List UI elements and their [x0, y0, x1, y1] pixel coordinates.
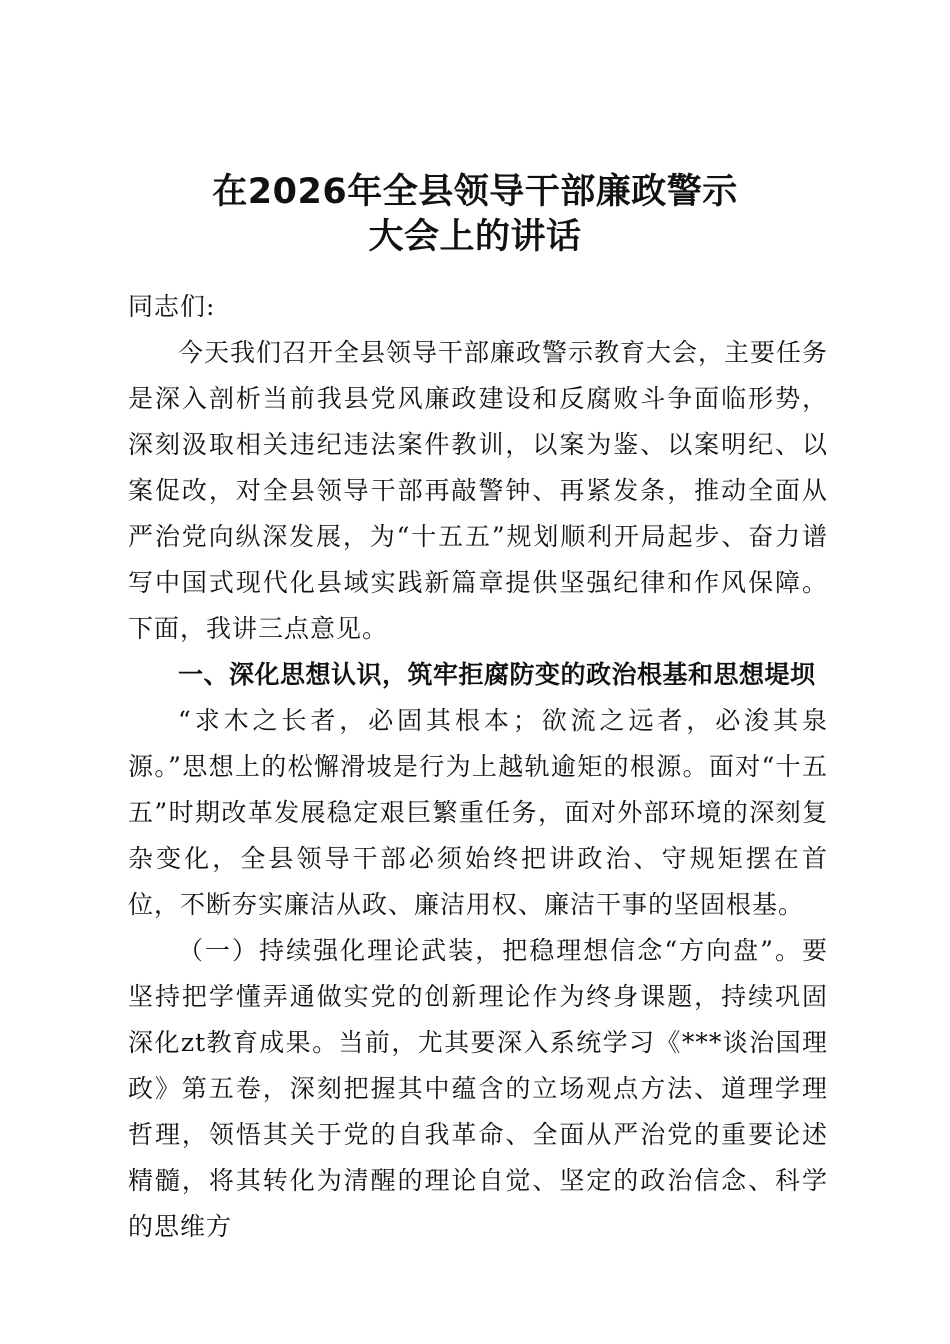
salutation: 同志们:	[128, 292, 216, 321]
subsection-1-paragraph: （一）持续强化理论武装，把稳理想信念“方向盘”。要坚持把学懂弄通做实党的创新理论作为终身课题，持续巩固深化zt教育成果。当前，尤其要深入系统学习《***谈治国理政》第五卷，深刻把握其中蕴含的立场观点方法、道理学理哲理，领悟其关于党的自我革命、全面从严治党的重要论述精髓，将其转化为清醒的理论自觉、坚定的政治信念、科学的思维方	[128, 936, 828, 1241]
document-title-line-2: 大会上的讲话	[368, 217, 582, 257]
section-1-paragraph: “求木之长者，必固其根本；欲流之远者，必浚其泉源。”思想上的松懈滑坡是行为上越轨逾矩的根源。面对“十五五”时期改革发展稳定艰巨繁重任务，面对外部环境的深刻复杂变化，全县领导干部必须始终把讲政治、守规矩摆在首位，不断夯实廉洁从政、廉洁用权、廉洁干事的坚固根基。	[128, 706, 828, 919]
intro-paragraph: 今天我们召开全县领导干部廉政警示教育大会，主要任务是深入剖析当前我县党风廉政建设和反腐败斗争面临形势，深刻汲取相关违纪违法案件教训，以案为鉴、以案明纪、以案促改，对全县领导干部再敲警钟、再紧发条，推动全面从严治党向纵深发展，为“十五五”规划顺利开局起步、奋力谱写中国式现代化县域实践新篇章提供坚强纪律和作风保障。下面，我讲三点意见。	[128, 338, 829, 643]
document-title-line-1: 在2026年全县领导干部廉政警示	[212, 172, 738, 212]
section-1-heading: 一、深化思想认识，筑牢拒腐防变的政治根基和思想堤坝	[178, 660, 816, 689]
